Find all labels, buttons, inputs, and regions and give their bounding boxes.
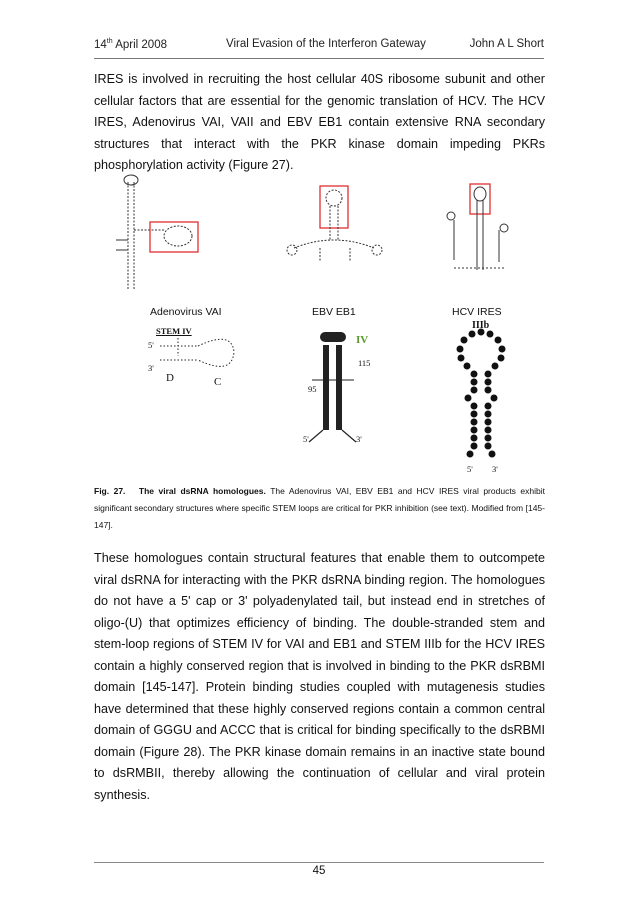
header-date-rest: April 2008 (112, 38, 167, 51)
label-hcv-ires: HCV IRES (452, 306, 502, 318)
ebv-three-prime: 3' (356, 434, 362, 444)
hcv-iiib-stem-loop (457, 329, 506, 458)
header-author: John A L Short (469, 38, 544, 50)
vai-three-prime: 3' (148, 363, 154, 373)
footer-rule (94, 862, 544, 863)
body-paragraph-1: IRES is involved in recruiting the host cellular 40S ribosome subunit and other cellular factors that are essential for the genomic translation of HCV. The HCV IRES, Adenovirus VAI, VAII and EBV EB1 contain extensive RNA secondary structures that interact with the PKR kinase domain impeding PKRs phosphorylation activity (Figure 27). (94, 72, 545, 172)
ebv-115-label: 115 (358, 358, 371, 368)
label-adenovirus-vai: Adenovirus VAI (150, 306, 222, 318)
ebv-95-label: 95 (308, 384, 317, 394)
vai-c-label: C (214, 376, 222, 388)
ebv-five-prime: 5' (303, 434, 309, 444)
vai-five-prime: 5' (148, 340, 154, 350)
figure-27 (94, 170, 545, 475)
hcv-top-structure (447, 184, 508, 270)
stem-iv-label: STEM IV (156, 326, 192, 336)
adenovirus-stem-iv (160, 338, 234, 366)
label-ebv-eb1: EBV EB1 (312, 306, 356, 318)
figure-caption (94, 483, 545, 534)
page-number: 45 (312, 865, 326, 877)
caption-text: The Adenovirus VAI, EBV EB1 and HCV IRES viral products exhibit significant secondary structures where specific STEM loops are critical for PKR inhibition (see text). Modified from [145-147]. (94, 486, 545, 530)
header-date-day: 14 (94, 38, 107, 51)
caption-label: Fig. 27. (94, 486, 126, 496)
vai-d-label: D (166, 372, 174, 384)
running-header (94, 38, 544, 54)
header-title: Viral Evasion of the Interferon Gateway (226, 38, 426, 50)
header-date (94, 38, 167, 51)
adenovirus-top-structure (116, 175, 198, 290)
header-rule (94, 58, 544, 59)
ebv-top-structure (287, 186, 382, 262)
header-date-suffix: th (106, 38, 113, 45)
hcv-three-prime: 3' (492, 464, 498, 474)
ebv-iv-label: IV (356, 334, 369, 346)
hcv-iiib-label: IIIb (472, 320, 490, 331)
hcv-five-prime: 5' (467, 464, 473, 474)
caption-title: The viral dsRNA homologues. (138, 486, 266, 496)
body-paragraph-2: These homologues contain structural features that enable them to outcompete viral dsRNA for interacting with the PKR dsRNA binding region. The homologues do not have a 5' cap or 3' polyadenylated tail, but instead end in stretches of oligo-(U) that optimizes efficiency of binding. The double-stranded stem and stem-loop regions of STEM IV for VAI and EB1 and STEM IIIb for the HCV IRES contain a highly conserved region that is involved in binding to the PKR dsRBMI domain [145-147]. Protein binding studies coupled with mutagenesis studies have determined that these highly conserved regions contain a common central domain of GGGU and ACCC that is critical for binding specifically to the dsRBMI domain (Figure 28). The PKR kinase domain remains in an inactive state bound to dsRMBII, thereby allowing the continuation of cellular and viral protein synthesis. (94, 551, 545, 802)
